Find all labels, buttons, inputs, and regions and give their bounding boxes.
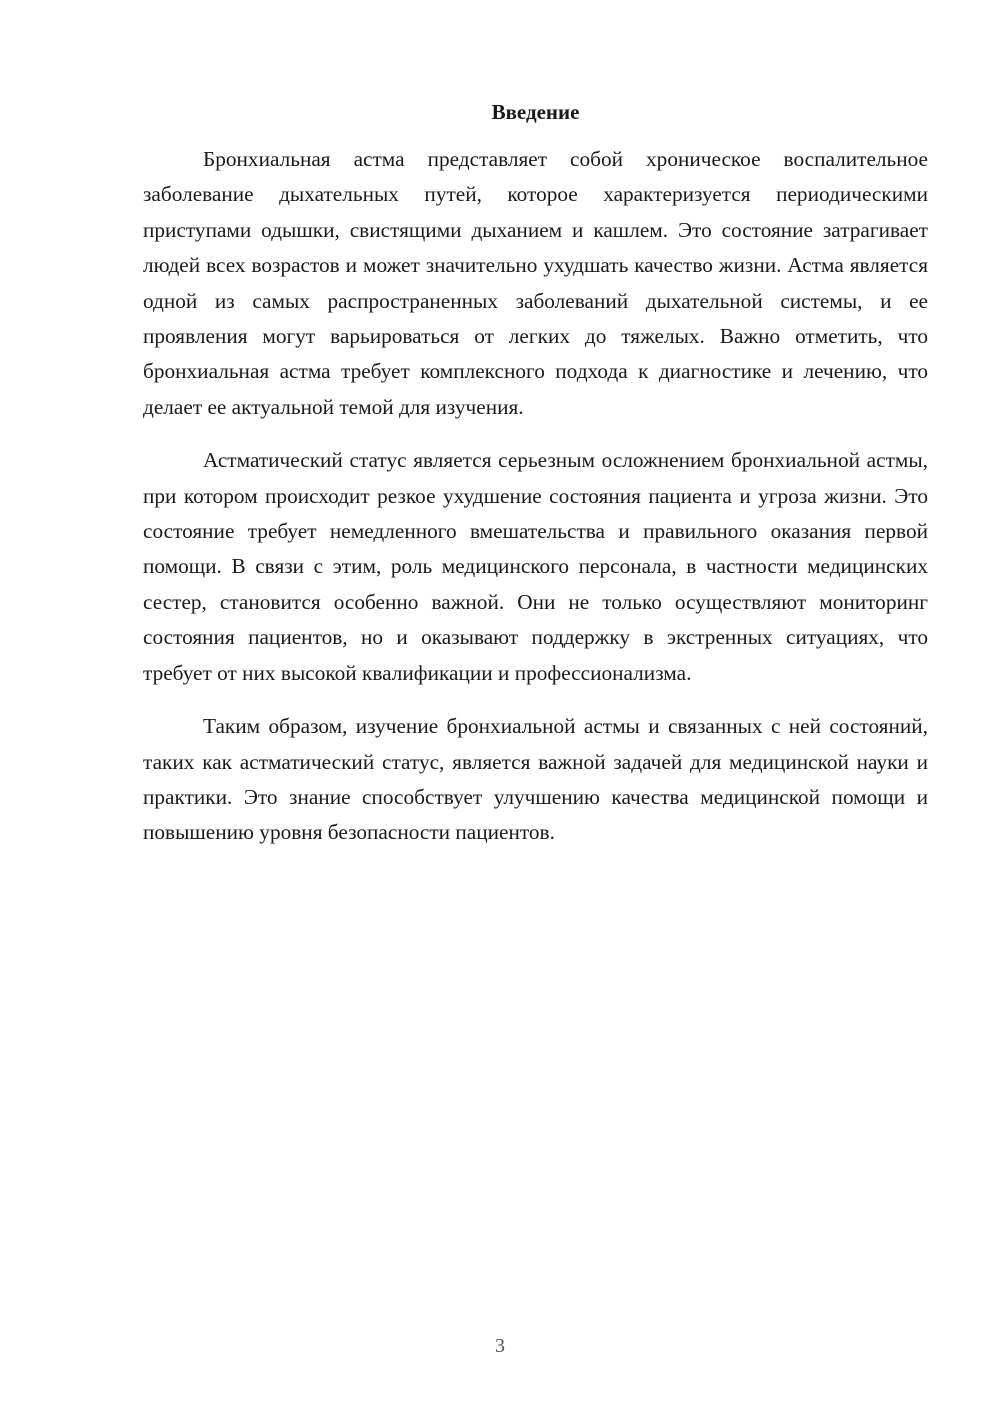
- paragraph-2: Астматический статус является серьезным осложнением бронхиальной астмы, при котором происходит резкое ухудшение состояния пациента и угроза жизни. Это состояние требует немедленного вмешательства и правильного оказания первой помощи. В связи с этим, роль медицинского персонала, в частности медицинских сестер, становится особенно важной. Они не только осуществляют мониторинг состояния пациентов, но и оказывают поддержку в экстренных ситуациях, что требует от них высокой квалификации и профессионализма.: [143, 448, 928, 685]
- document-body: [143, 142, 928, 869]
- page-number: 3: [495, 1335, 505, 1357]
- paragraph-3: Таким образом, изучение бронхиальной астмы и связанных с ней состояний, таких как астматический статус, является важной задачей для медицинской науки и практики. Это знание способствует улучшению качества медицинской помощи и повышению уровня безопасности пациентов.: [143, 714, 928, 845]
- section-heading: Введение: [491, 100, 580, 124]
- paragraph-1: Бронхиальная астма представляет собой хроническое воспалительное заболевание дыхательных путей, которое характеризуется периодическими приступами одышки, свистящими дыханием и кашлем. Это состояние затрагивает людей всех возрастов и может значительно ухудшать качество жизни. Астма является одной из самых распространенных заболеваний дыхательной системы, и ее проявления могут варьироваться от легких до тяжелых. Важно отметить, что бронхиальная астма требует комплексного подхода к диагностике и лечению, что делает ее актуальной темой для изучения.: [143, 147, 928, 419]
